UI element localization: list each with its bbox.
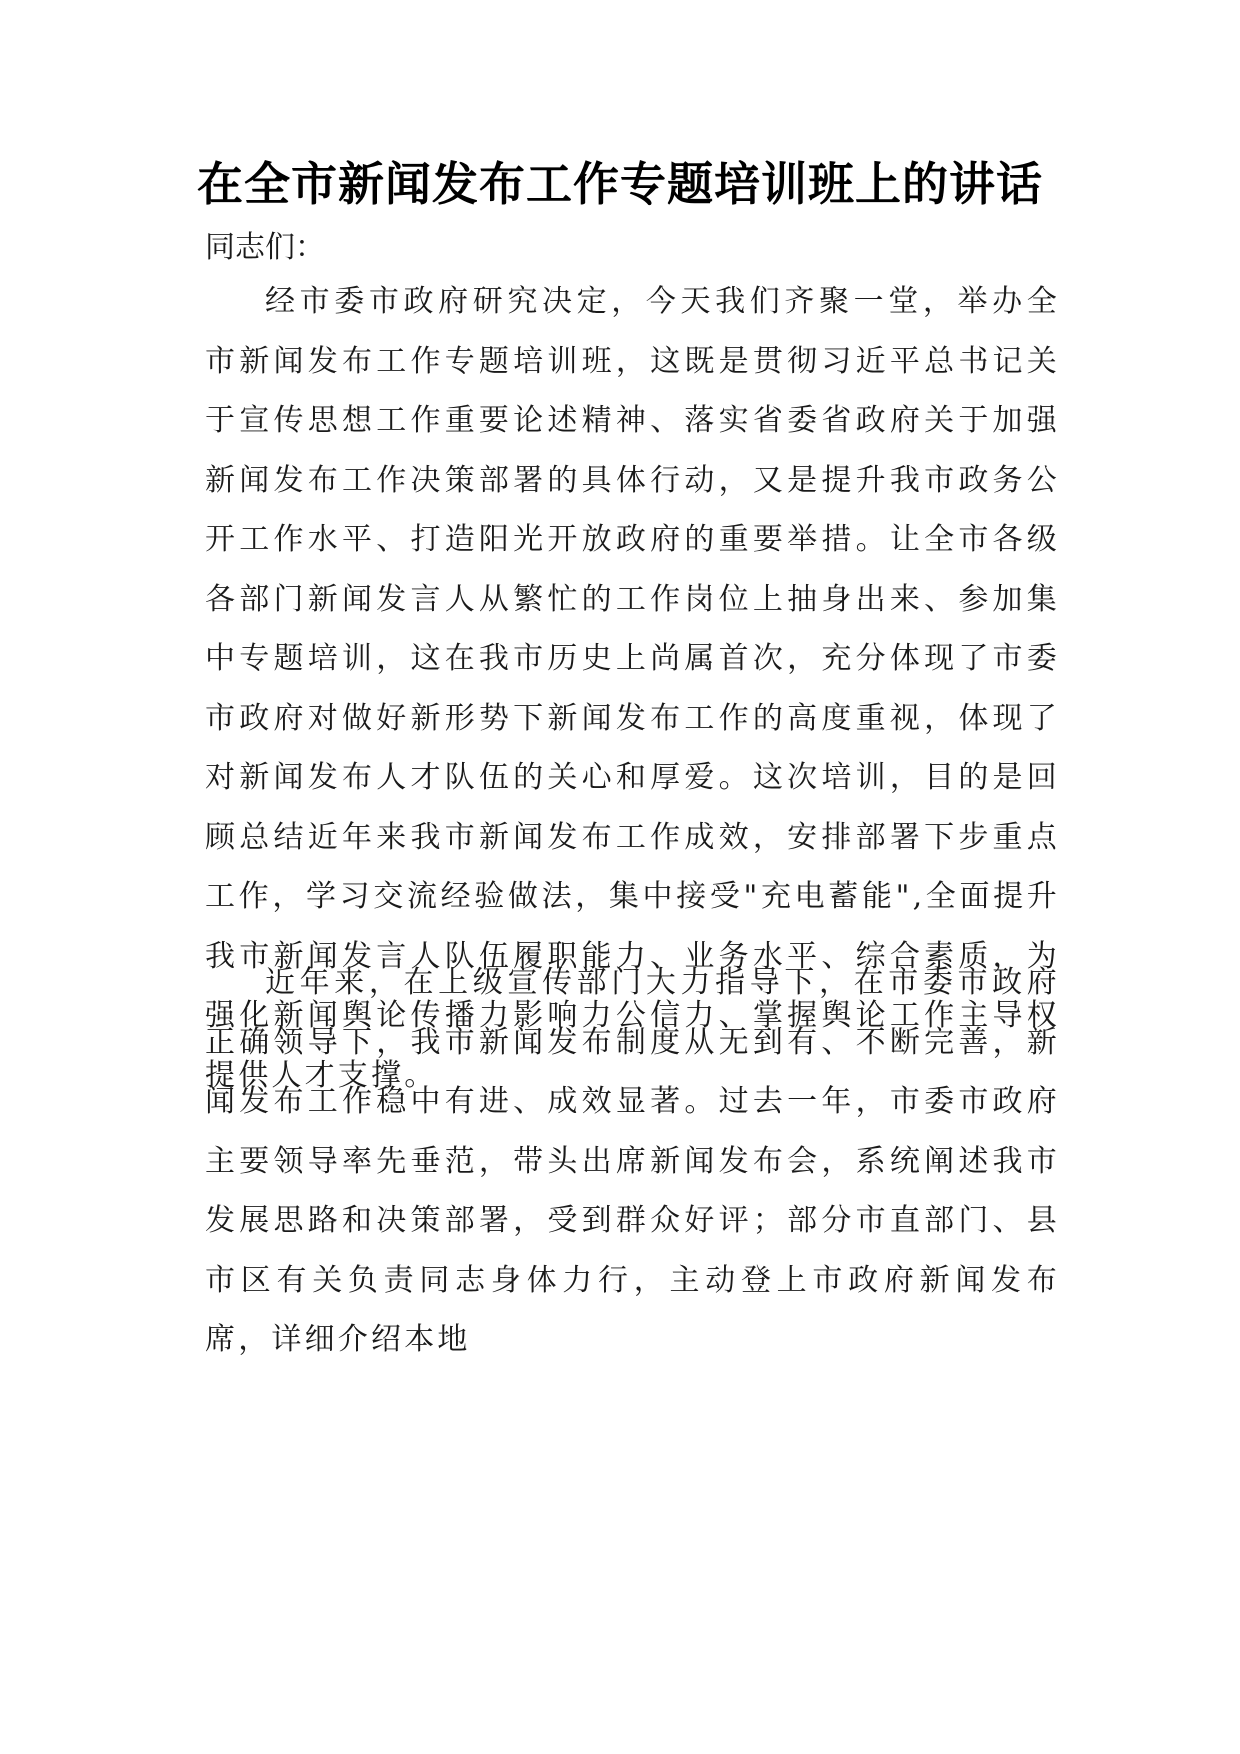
paragraph-2: 近年来，在上级宣传部门大力指导下，在市委市政府正确领导下，我市新闻发布制度从无到有、不断完善，新闻发布工作稳中有进、成效显著。过去一年，市委市政府主要领导率先垂范，带头出席新闻发布会，系统阐述我市发展思路和决策部署，受到群众好评；部分市直部门、县市区有关负责同志身体力行，主动登上市政府新闻发布席，详细介绍本地 xyxy=(205,965,1060,1357)
document-title: 在全市新闻发布工作专题培训班上的讲话 xyxy=(197,157,1043,211)
paragraph-1: 经市委市政府研究决定，今天我们齐聚一堂，举办全市新闻发布工作专题培训班，这既是贯彻习近平总书记关于宣传思想工作重要论述精神、落实省委省政府关于加强新闻发布工作决策部署的具体行动，又是提升我市政务公开工作水平、打造阳光开放政府的重要举措。让全市各级各部门新闻发言人从繁忙的工作岗位上抽身出来、参加集中专题培训，这在我市历史上尚属首次，充分体现了市委市政府对做好新形势下新闻发布工作的高度重视，体现了对新闻发布人才队伍的关心和厚爱。这次培训，目的是回顾总结近年来我市新闻发布工作成效，安排部署下步重点工作，学习交流经验做法，集中接受"充电蓄能",全面提升我市新闻发言人队伍履职能力、业务水平、综合素质，为强化新闻舆论传播力影响力公信力、掌握舆论工作主导权提供人才支撑。 xyxy=(205,284,1060,1093)
salutation: 同志们： xyxy=(205,230,325,265)
